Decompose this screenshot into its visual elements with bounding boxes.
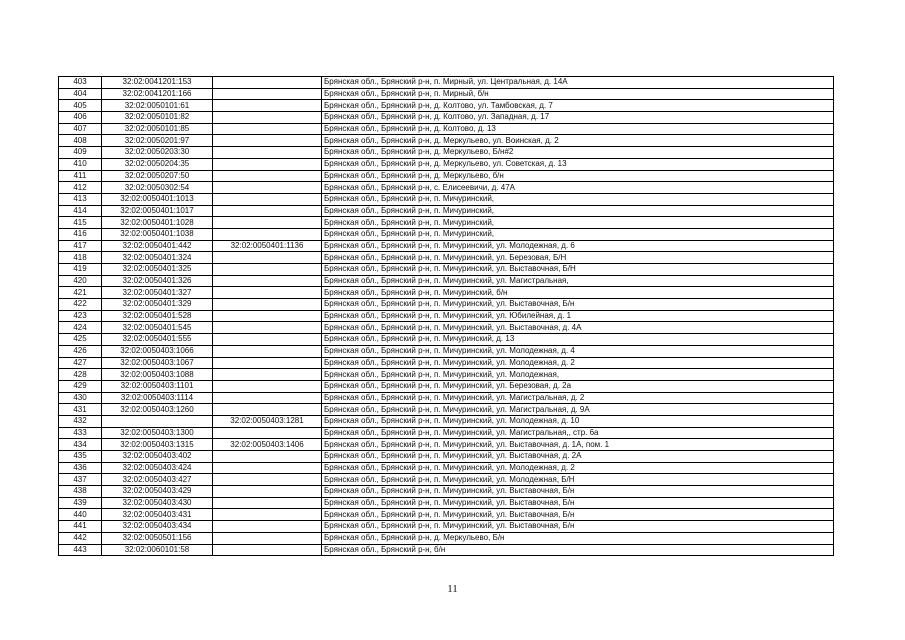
cadastral-number-cell: 32:02:0050403:434	[102, 521, 213, 533]
address-cell: Брянская обл., Брянский р-н, п. Мичуринский, ул. Магистральная,	[322, 275, 834, 287]
related-cadastral-number-cell	[213, 369, 322, 381]
row-number-cell: 429	[59, 380, 102, 392]
cadastral-number-cell: 32:02:0050403:431	[102, 509, 213, 521]
row-number-cell: 403	[59, 77, 102, 89]
table-row	[59, 217, 834, 229]
row-number-cell: 418	[59, 252, 102, 264]
cadastral-number-cell: 32:02:0050101:82	[102, 112, 213, 124]
cadastral-number-cell: 32:02:0060101:58	[102, 544, 213, 556]
address-cell: Брянская обл., Брянский р-н, д. Меркульево, ул. Советская, д. 13	[322, 158, 834, 170]
related-cadastral-number-cell	[213, 77, 322, 89]
table-row	[59, 252, 834, 264]
related-cadastral-number-cell: 32:02:0050403:1406	[213, 439, 322, 451]
row-number-cell: 441	[59, 521, 102, 533]
row-number-cell: 414	[59, 205, 102, 217]
table-row	[59, 415, 834, 427]
cadastral-number-cell: 32:02:0050501:156	[102, 532, 213, 544]
cadastral-number-cell: 32:02:0050401:325	[102, 264, 213, 276]
cadastral-number-cell: 32:02:0050207:50	[102, 170, 213, 182]
table-row	[59, 135, 834, 147]
row-number-cell: 411	[59, 170, 102, 182]
related-cadastral-number-cell	[213, 252, 322, 264]
row-number-cell: 422	[59, 299, 102, 311]
table-row	[59, 170, 834, 182]
cadastral-number-cell: 32:02:0050203:30	[102, 147, 213, 159]
address-cell: Брянская обл., Брянский р-н, п. Мичуринский, ул. Магистральная, д. 2	[322, 392, 834, 404]
table-row	[59, 521, 834, 533]
related-cadastral-number-cell	[213, 345, 322, 357]
table-row	[59, 322, 834, 334]
address-cell: Брянская обл., Брянский р-н, п. Мичуринский, ул. Выставочная, Б/н	[322, 299, 834, 311]
row-number-cell: 426	[59, 345, 102, 357]
related-cadastral-number-cell	[213, 275, 322, 287]
address-cell: Брянская обл., Брянский р-н, д. Колтово, д. 13	[322, 123, 834, 135]
address-cell: Брянская обл., Брянский р-н, п. Мичуринский, ул. Выставочная, д. 2А	[322, 451, 834, 463]
row-number-cell: 432	[59, 415, 102, 427]
property-registry-table	[58, 76, 834, 556]
related-cadastral-number-cell	[213, 380, 322, 392]
row-number-cell: 417	[59, 240, 102, 252]
related-cadastral-number-cell	[213, 205, 322, 217]
address-cell: Брянская обл., Брянский р-н, п. Мичуринский, д. 13	[322, 334, 834, 346]
table-row	[59, 345, 834, 357]
address-cell: Брянская обл., Брянский р-н, п. Мичуринский, ул. Выставочная, д. 1А, пом. 1	[322, 439, 834, 451]
cadastral-number-cell: 32:02:0050403:1114	[102, 392, 213, 404]
table-row	[59, 439, 834, 451]
row-number-cell: 438	[59, 486, 102, 498]
row-number-cell: 404	[59, 88, 102, 100]
related-cadastral-number-cell	[213, 404, 322, 416]
table-row	[59, 369, 834, 381]
table-row	[59, 264, 834, 276]
cadastral-number-cell: 32:02:0050403:1315	[102, 439, 213, 451]
related-cadastral-number-cell	[213, 88, 322, 100]
table-row	[59, 486, 834, 498]
row-number-cell: 442	[59, 532, 102, 544]
address-cell: Брянская обл., Брянский р-н, п. Мичуринский, ул. Выставочная, д. 4А	[322, 322, 834, 334]
address-cell: Брянская обл., Брянский р-н, д. Меркульево, Б/н	[322, 532, 834, 544]
cadastral-number-cell: 32:02:0050403:1066	[102, 345, 213, 357]
cadastral-number-cell: 32:02:0050302:54	[102, 182, 213, 194]
row-number-cell: 410	[59, 158, 102, 170]
cadastral-number-cell: 32:02:0050201:97	[102, 135, 213, 147]
table-row	[59, 158, 834, 170]
cadastral-number-cell: 32:02:0050401:545	[102, 322, 213, 334]
related-cadastral-number-cell	[213, 322, 322, 334]
address-cell: Брянская обл., Брянский р-н, с. Елисеевичи, д. 47А	[322, 182, 834, 194]
table-row	[59, 193, 834, 205]
cadastral-number-cell: 32:02:0050101:85	[102, 123, 213, 135]
table-row	[59, 205, 834, 217]
row-number-cell: 434	[59, 439, 102, 451]
row-number-cell: 408	[59, 135, 102, 147]
related-cadastral-number-cell: 32:02:0050401:1136	[213, 240, 322, 252]
row-number-cell: 436	[59, 462, 102, 474]
table-row	[59, 182, 834, 194]
cadastral-number-cell: 32:02:0050403:402	[102, 451, 213, 463]
cadastral-number-cell: 32:02:0050403:429	[102, 486, 213, 498]
address-cell: Брянская обл., Брянский р-н, д. Меркульево, Б/н#2	[322, 147, 834, 159]
row-number-cell: 427	[59, 357, 102, 369]
address-cell: Брянская обл., Брянский р-н, п. Мичуринский, ул. Молодежная, д. 2	[322, 357, 834, 369]
table-row	[59, 112, 834, 124]
cadastral-number-cell: 32:02:0050401:528	[102, 310, 213, 322]
address-cell: Брянская обл., Брянский р-н, п. Мичуринский, ул. Выставочная, Б/Н	[322, 264, 834, 276]
table-row	[59, 474, 834, 486]
cadastral-number-cell: 32:02:0050403:1101	[102, 380, 213, 392]
related-cadastral-number-cell	[213, 158, 322, 170]
cadastral-number-cell: 32:02:0050401:442	[102, 240, 213, 252]
row-number-cell: 430	[59, 392, 102, 404]
address-cell: Брянская обл., Брянский р-н, д. Колтово, ул. Западная, д. 17	[322, 112, 834, 124]
related-cadastral-number-cell	[213, 112, 322, 124]
related-cadastral-number-cell	[213, 217, 322, 229]
related-cadastral-number-cell	[213, 228, 322, 240]
row-number-cell: 413	[59, 193, 102, 205]
table-row	[59, 392, 834, 404]
address-cell: Брянская обл., Брянский р-н, п. Мичуринский, ул. Молодежная, Б/Н	[322, 474, 834, 486]
table-row	[59, 100, 834, 112]
table-row	[59, 497, 834, 509]
address-cell: Брянская обл., Брянский р-н, п. Мичуринский, ул. Выставочная, Б/н	[322, 497, 834, 509]
table-row	[59, 147, 834, 159]
table-row	[59, 509, 834, 521]
table-row	[59, 228, 834, 240]
related-cadastral-number-cell	[213, 497, 322, 509]
address-cell: Брянская обл., Брянский р-н, п. Мичуринский,	[322, 205, 834, 217]
address-cell: Брянская обл., Брянский р-н, п. Мичуринский, ул. Магистральная,, стр. 6а	[322, 427, 834, 439]
row-number-cell: 437	[59, 474, 102, 486]
table-row	[59, 334, 834, 346]
row-number-cell: 419	[59, 264, 102, 276]
row-number-cell: 424	[59, 322, 102, 334]
table-row	[59, 287, 834, 299]
row-number-cell: 439	[59, 497, 102, 509]
row-number-cell: 406	[59, 112, 102, 124]
table-row	[59, 357, 834, 369]
cadastral-number-cell: 32:02:0050101:61	[102, 100, 213, 112]
row-number-cell: 407	[59, 123, 102, 135]
table-row	[59, 404, 834, 416]
row-number-cell: 416	[59, 228, 102, 240]
table-row	[59, 123, 834, 135]
address-cell: Брянская обл., Брянский р-н, п. Мичуринский, ул. Молодежная,	[322, 369, 834, 381]
address-cell: Брянская обл., Брянский р-н, п. Мичуринский,	[322, 228, 834, 240]
address-cell: Брянская обл., Брянский р-н, п. Мичуринский, б/н	[322, 287, 834, 299]
address-cell: Брянская обл., Брянский р-н, д. Колтово, ул. Тамбовская, д. 7	[322, 100, 834, 112]
related-cadastral-number-cell	[213, 310, 322, 322]
related-cadastral-number-cell	[213, 509, 322, 521]
table-row	[59, 462, 834, 474]
related-cadastral-number-cell	[213, 123, 322, 135]
related-cadastral-number-cell	[213, 532, 322, 544]
table-row	[59, 427, 834, 439]
address-cell: Брянская обл., Брянский р-н, п. Мичуринский, ул. Молодежная, д. 6	[322, 240, 834, 252]
table-row	[59, 380, 834, 392]
cadastral-number-cell: 32:02:0050401:329	[102, 299, 213, 311]
table-row	[59, 299, 834, 311]
cadastral-number-cell: 32:02:0050401:324	[102, 252, 213, 264]
cadastral-number-cell: 32:02:0050401:1028	[102, 217, 213, 229]
row-number-cell: 428	[59, 369, 102, 381]
table-row	[59, 240, 834, 252]
row-number-cell: 423	[59, 310, 102, 322]
row-number-cell: 412	[59, 182, 102, 194]
cadastral-number-cell: 32:02:0050403:430	[102, 497, 213, 509]
related-cadastral-number-cell	[213, 544, 322, 556]
address-cell: Брянская обл., Брянский р-н, п. Мичуринский, ул. Юбилейная, д. 1	[322, 310, 834, 322]
related-cadastral-number-cell	[213, 100, 322, 112]
related-cadastral-number-cell	[213, 486, 322, 498]
address-cell: Брянская обл., Брянский р-н, д. Меркульево, б/н	[322, 170, 834, 182]
table-row	[59, 544, 834, 556]
table-row	[59, 532, 834, 544]
row-number-cell: 440	[59, 509, 102, 521]
cadastral-number-cell: 32:02:0050401:555	[102, 334, 213, 346]
address-cell: Брянская обл., Брянский р-н, п. Мичуринский, ул. Молодежная, д. 10	[322, 415, 834, 427]
cadastral-number-cell: 32:02:0041201:166	[102, 88, 213, 100]
related-cadastral-number-cell	[213, 334, 322, 346]
related-cadastral-number-cell	[213, 299, 322, 311]
related-cadastral-number-cell	[213, 147, 322, 159]
cadastral-number-cell: 32:02:0050403:1067	[102, 357, 213, 369]
address-cell: Брянская обл., Брянский р-н, п. Мичуринский, ул. Магистральная, д. 9А	[322, 404, 834, 416]
related-cadastral-number-cell: 32:02:0050403:1281	[213, 415, 322, 427]
row-number-cell: 409	[59, 147, 102, 159]
related-cadastral-number-cell	[213, 521, 322, 533]
table-row	[59, 310, 834, 322]
table-row	[59, 451, 834, 463]
cadastral-number-cell: 32:02:0050401:327	[102, 287, 213, 299]
related-cadastral-number-cell	[213, 392, 322, 404]
address-cell: Брянская обл., Брянский р-н, п. Мичуринский, ул. Выставочная, Б/н	[322, 509, 834, 521]
related-cadastral-number-cell	[213, 357, 322, 369]
address-cell: Брянская обл., Брянский р-н, б/н	[322, 544, 834, 556]
row-number-cell: 421	[59, 287, 102, 299]
related-cadastral-number-cell	[213, 474, 322, 486]
cadastral-number-cell: 32:02:0050403:1088	[102, 369, 213, 381]
row-number-cell: 443	[59, 544, 102, 556]
address-cell: Брянская обл., Брянский р-н, п. Мичуринский, ул. Молодежная, д. 2	[322, 462, 834, 474]
table-row	[59, 88, 834, 100]
address-cell: Брянская обл., Брянский р-н, п. Мичуринский, ул. Березовая, Б/Н	[322, 252, 834, 264]
address-cell: Брянская обл., Брянский р-н, п. Мирный, ул. Центральная, д. 14А	[322, 77, 834, 89]
row-number-cell: 405	[59, 100, 102, 112]
cadastral-number-cell: 32:02:0050401:1013	[102, 193, 213, 205]
cadastral-number-cell: 32:02:0050401:1038	[102, 228, 213, 240]
row-number-cell: 415	[59, 217, 102, 229]
cadastral-number-cell: 32:02:0050403:427	[102, 474, 213, 486]
cadastral-number-cell: 32:02:0050204:35	[102, 158, 213, 170]
cadastral-number-cell: 32:02:0050401:1017	[102, 205, 213, 217]
address-cell: Брянская обл., Брянский р-н, п. Мичуринский, ул. Выставочная, Б/н	[322, 521, 834, 533]
table-row	[59, 275, 834, 287]
address-cell: Брянская обл., Брянский р-н, д. Меркульево, ул. Воинская, д. 2	[322, 135, 834, 147]
address-cell: Брянская обл., Брянский р-н, п. Мичуринский, ул. Выставочная, Б/н	[322, 486, 834, 498]
address-cell: Брянская обл., Брянский р-н, п. Мичуринский,	[322, 217, 834, 229]
address-cell: Брянская обл., Брянский р-н, п. Мирный, б/н	[322, 88, 834, 100]
related-cadastral-number-cell	[213, 287, 322, 299]
related-cadastral-number-cell	[213, 170, 322, 182]
cadastral-number-cell: 32:02:0050403:1300	[102, 427, 213, 439]
related-cadastral-number-cell	[213, 264, 322, 276]
row-number-cell: 425	[59, 334, 102, 346]
row-number-cell: 420	[59, 275, 102, 287]
table-row	[59, 77, 834, 89]
page-number: 11	[447, 583, 458, 595]
cadastral-number-cell	[102, 415, 213, 427]
row-number-cell: 435	[59, 451, 102, 463]
row-number-cell: 433	[59, 427, 102, 439]
address-cell: Брянская обл., Брянский р-н, п. Мичуринский, ул. Березовая, д. 2а	[322, 380, 834, 392]
address-cell: Брянская обл., Брянский р-н, п. Мичуринский,	[322, 193, 834, 205]
cadastral-number-cell: 32:02:0050401:326	[102, 275, 213, 287]
row-number-cell: 431	[59, 404, 102, 416]
cadastral-number-cell: 32:02:0050403:424	[102, 462, 213, 474]
cadastral-number-cell: 32:02:0050403:1260	[102, 404, 213, 416]
related-cadastral-number-cell	[213, 135, 322, 147]
related-cadastral-number-cell	[213, 462, 322, 474]
address-cell: Брянская обл., Брянский р-н, п. Мичуринский, ул. Молодежная, д. 4	[322, 345, 834, 357]
related-cadastral-number-cell	[213, 451, 322, 463]
related-cadastral-number-cell	[213, 427, 322, 439]
related-cadastral-number-cell	[213, 182, 322, 194]
related-cadastral-number-cell	[213, 193, 322, 205]
registry-table-body	[59, 77, 834, 556]
cadastral-number-cell: 32:02:0041201:153	[102, 77, 213, 89]
